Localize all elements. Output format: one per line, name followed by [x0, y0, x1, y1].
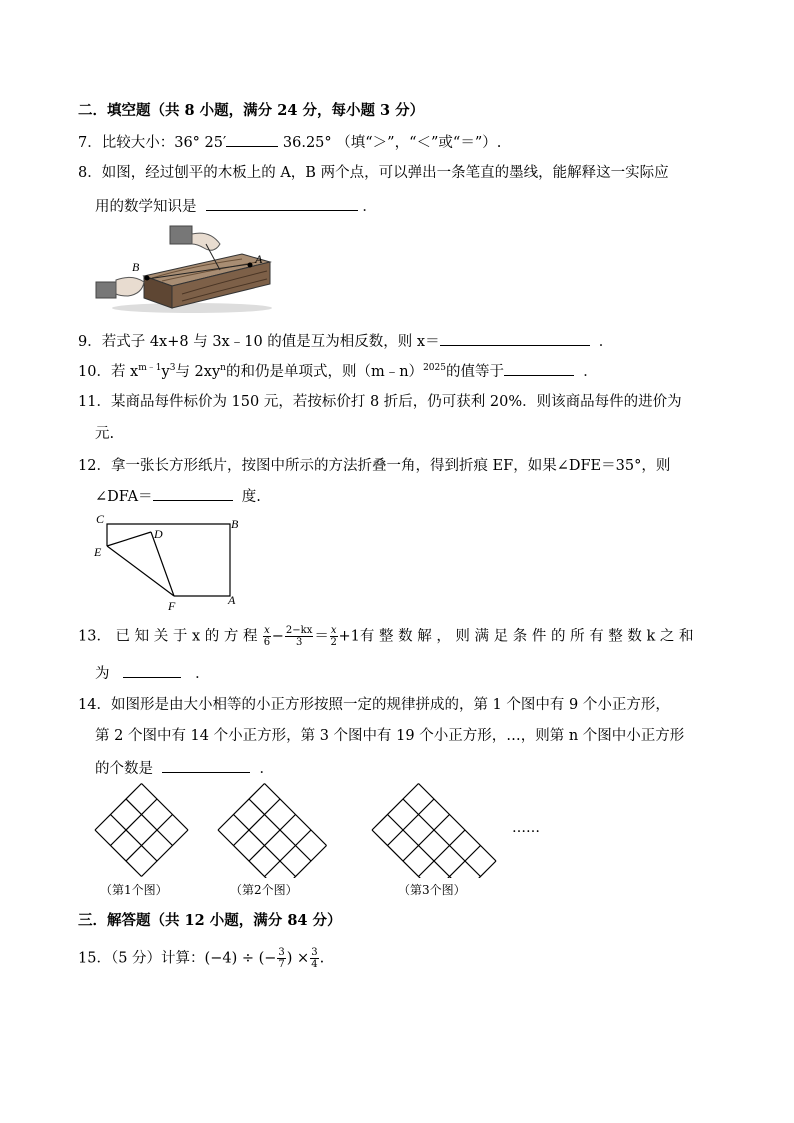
fraction: $\frac{2-kx}{3}$ — [285, 625, 313, 648]
answer-blank[interactable] — [206, 196, 358, 211]
label-c: C — [96, 512, 105, 526]
question-13-line1: 13． 已 知 关 于 x 的 方 程 $\frac{x}{6}$ − $\frac{2-kx}{3}$ ＝ $\frac{x}{2}$ +1有 整 数 解 ， 则 满 足 条 件 的 所 有 整 数 k 之 和 — [78, 625, 694, 648]
grid-line — [434, 846, 481, 879]
label-d: D — [154, 527, 163, 541]
answer-blank[interactable] — [162, 758, 250, 773]
question-10: 10．若 $x^{m﹣1}y^3$与 $2xy^n$的和仍是单项式，则（m﹣n）$^{2025}$的值等于 ． — [78, 361, 598, 382]
diamond-grid-3 — [372, 784, 496, 879]
figure-caption-3: （第3个图） — [398, 883, 466, 897]
question-11-line1: 11．某商品每件标价为 150 元，若按标价打 8 折后，仍可获利 20%．则该商品每件的进价为 — [78, 394, 682, 410]
question-12-line1: 12．拿一张长方形纸片，按图中所示的方法折叠一角，得到折痕 EF，如果∠DFE＝35°，则 — [78, 458, 671, 474]
answer-blank[interactable] — [440, 331, 590, 346]
question-15: 15．（5 分）计算：(−4) ÷ (− $\frac{3}{7}$ ) × $\frac{3}{4}$ . — [78, 947, 325, 970]
question-14-line1: 14．如图形是由大小相等的小正方形按照一定的规律拼成的，第 1 个图中有 9 个小正方形， — [78, 697, 670, 713]
ellipsis: …… — [512, 820, 540, 836]
diamond-grid-1 — [95, 784, 188, 877]
question-11-line2: 元. — [95, 426, 115, 442]
grid-line — [419, 784, 497, 862]
fraction: $\frac{3}{4}$ — [311, 947, 318, 970]
question-8-line2: 用的数学知识是 ． — [95, 196, 377, 217]
figure-caption-2: （第2个图） — [230, 883, 298, 897]
point-b-label: B — [132, 260, 140, 274]
question-7: 7．比较大小：36° 25′ 36.25° （填“＞”，“＜”或“＝”）. — [78, 132, 501, 153]
question-9: 9．若式子 4x+8 与 3x﹣10 的值是互为相反数，则 x＝ ． — [78, 331, 613, 352]
figure-caption-1: （第1个图） — [100, 883, 168, 897]
question-8-line1: 8．如图，经过刨平的木板上的 A，B 两个点，可以弹出一条笔直的墨线，能解释这一实际应 — [78, 165, 669, 181]
section-heading: 三．解答题（共 12 小题，满分 84 分） — [78, 912, 342, 929]
folded-rectangle-figure — [92, 510, 244, 614]
wooden-board-figure — [92, 224, 274, 314]
question-14-line3: 的个数是 ． — [95, 758, 274, 779]
diamond-grid-2 — [218, 784, 327, 879]
fraction: $\frac{3}{7}$ — [278, 947, 285, 970]
fraction: $\frac{x}{6}$ — [263, 625, 271, 648]
label-f: F — [168, 599, 176, 613]
question-12-line2: ∠DFA＝ 度. — [95, 486, 261, 507]
answer-blank[interactable] — [226, 132, 278, 147]
answer-blank[interactable] — [504, 361, 574, 376]
fraction: $\frac{x}{2}$ — [330, 625, 337, 648]
point-a-label: A — [255, 252, 263, 266]
answer-blank[interactable] — [153, 486, 233, 501]
grid-line — [403, 799, 481, 877]
section-heading: 二．填空题（共 8 小题，满分 24 分，每小题 3 分） — [78, 102, 425, 119]
question-13-line2: 为 ． — [95, 663, 210, 684]
label-e: E — [94, 545, 102, 559]
square-pattern-figures — [90, 782, 560, 878]
label-b: B — [231, 517, 239, 531]
label-a: A — [228, 593, 236, 607]
question-14-line2: 第 2 个图中有 14 个小正方形，第 3 个图中有 19 个小正方形，…，则第 n 个图中小正方形 — [95, 728, 685, 744]
grid-line — [280, 846, 327, 879]
answer-blank[interactable] — [123, 663, 181, 678]
